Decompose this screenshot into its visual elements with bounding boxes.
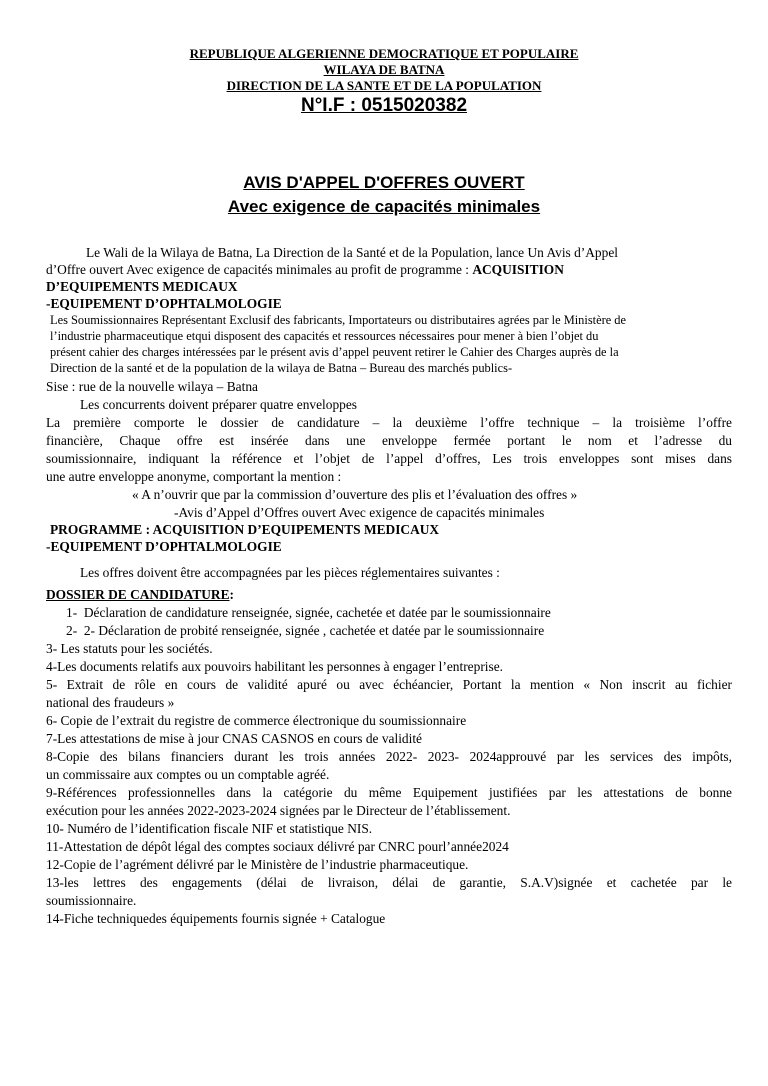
list-item-1-text: Déclaration de candidature renseignée, signée, cachetée et datée par le soumissionnaire	[83, 605, 551, 620]
list-item-3: 3- Les statuts pour les sociétés.	[46, 641, 213, 656]
intro-equipements: D’EQUIPEMENTS MEDICAUX	[46, 279, 238, 294]
list-item-2-text: 2- Déclaration de probité renseignée, signée , cachetée et datée par le soumissionnaire	[83, 623, 545, 638]
offres-line: Les offres doivent être accompagnées par les pièces réglementaires suivantes :	[80, 565, 500, 580]
intro-line-2	[46, 261, 564, 278]
list-item-9-line-2: exécution pour les années 2022-2023-2024 signées par le Directeur de l’établissement.	[46, 803, 511, 818]
header-wilaya: WILAYA DE BATNA	[323, 62, 445, 77]
list-item-5-line-2: national des fraudeurs »	[46, 695, 175, 710]
intro-ophtalmologie: -EQUIPEMENT D’OPHTALMOLOGIE	[46, 296, 282, 311]
intro-line-2-text: d’Offre ouvert Avec exigence de capacités minimales au profit de programme :	[46, 262, 473, 277]
list-item-10: 10- Numéro de l’identification fiscale NIF et statistique NIS.	[46, 821, 373, 836]
list-item-2	[66, 622, 544, 639]
header-nif: N°I.F : 0515020382	[300, 95, 468, 116]
list-item-14: 14-Fiche techniquedes équipements fournis signée + Catalogue	[46, 911, 386, 926]
programme-title: PROGRAMME : ACQUISITION D’EQUIPEMENTS MEDICAUX	[50, 522, 440, 537]
premiere-line-1: La première comporte le dossier de candidature – la deuxième l’offre technique – la troisième l’offre	[46, 415, 732, 430]
mention-avis: -Avis d’Appel d’Offres ouvert Avec exigence de capacités minimales	[174, 505, 545, 520]
mention-quote: « A n’ouvrir que par la commission d’ouverture des plis et l’évaluation des offres »	[132, 487, 578, 502]
enveloppes-line: Les concurrents doivent préparer quatre enveloppes	[80, 397, 357, 412]
soumission-line-2: l’industrie pharmaceutique etqui disposent des capacités et ressources nécessaires pour mener à bien l’objet du	[50, 329, 599, 343]
list-item-6: 6- Copie de l’extrait du registre de commerce électronique du soumissionnaire	[46, 713, 467, 728]
dossier-candidature-title: DOSSIER DE CANDIDATURE	[46, 587, 230, 602]
list-item-9-line-1: 9-Références professionnelles dans la catégorie du même Equipement justifiées par les attestations de bonne	[46, 785, 732, 800]
intro-acquisition: ACQUISITION	[472, 262, 564, 277]
sise-address: Sise : rue de la nouvelle wilaya – Batna	[46, 379, 258, 394]
header-republique: REPUBLIQUE ALGERIENNE DEMOCRATIQUE ET POPULAIRE	[189, 46, 579, 61]
soumission-line-3: présent cahier des charges intéressées par le présent avis d’appel peuvent retirer le Cahier des Charges auprès de la	[50, 345, 619, 359]
list-item-2-number: 2-	[66, 623, 78, 638]
list-item-7: 7-Les attestations de mise à jour CNAS CASNOS en cours de validité	[46, 731, 422, 746]
dossier-candidature-colon: :	[229, 587, 235, 602]
list-item-8-line-2: un commissaire aux comptes ou un comptable agréé.	[46, 767, 330, 782]
list-item-13-line-1: 13-les lettres des engagements (délai de livraison, délai de garantie, S.A.V)signée et cachetée par le	[46, 875, 732, 890]
list-item-13-line-2: soumissionnaire.	[46, 893, 137, 908]
list-item-1	[66, 604, 551, 621]
soumission-line-4: Direction de la santé et de la population de la wilaya de Batna – Bureau des marchés publics-	[50, 361, 513, 375]
list-item-12: 12-Copie de l’agrément délivré par le Ministère de l’industrie pharmaceutique.	[46, 857, 469, 872]
premiere-line-2: financière, Chaque offre est insérée dans une enveloppe fermée portant le nom et l’adresse du	[46, 433, 732, 448]
list-item-8-line-1: 8-Copie des bilans financiers durant les trois années 2022- 2023- 2024approuvé par les services des impôts,	[46, 749, 732, 764]
premiere-line-4: une autre enveloppe anonyme, comportant la mention :	[46, 469, 342, 484]
dossier-candidature-heading	[46, 586, 234, 603]
list-item-5-line-1: 5- Extrait de rôle en cours de validité apuré ou avec échéancier, Portant la mention « Non inscrit au fichier	[46, 677, 732, 692]
soumission-line-1: Les Soumissionnaires Représentant Exclusif des fabricants, Importateurs ou distributaires agrées par le Ministère de	[50, 313, 627, 327]
notice-title: AVIS D'APPEL D'OFFRES OUVERT	[243, 173, 525, 192]
list-item-4: 4-Les documents relatifs aux pouvoirs habilitant les personnes à engager l’entreprise.	[46, 659, 503, 674]
intro-line-1: Le Wali de la Wilaya de Batna, La Direction de la Santé et de la Population, lance Un Avis d’Appel	[86, 245, 618, 260]
header-direction: DIRECTION DE LA SANTE ET DE LA POPULATION	[226, 78, 542, 93]
premiere-line-3: soumissionnaire, indiquant la référence et l’objet de l’appel d’offres, Les trois enveloppes sont mises dans	[46, 451, 732, 466]
list-item-11: 11-Attestation de dépôt légal des comptes sociaux délivré par CNRC pourl’année2024	[46, 839, 509, 854]
list-item-1-number: 1-	[66, 605, 78, 620]
notice-subtitle: Avec exigence de capacités minimales	[227, 197, 541, 216]
programme-ophtalmologie: -EQUIPEMENT D’OPHTALMOLOGIE	[46, 539, 282, 554]
